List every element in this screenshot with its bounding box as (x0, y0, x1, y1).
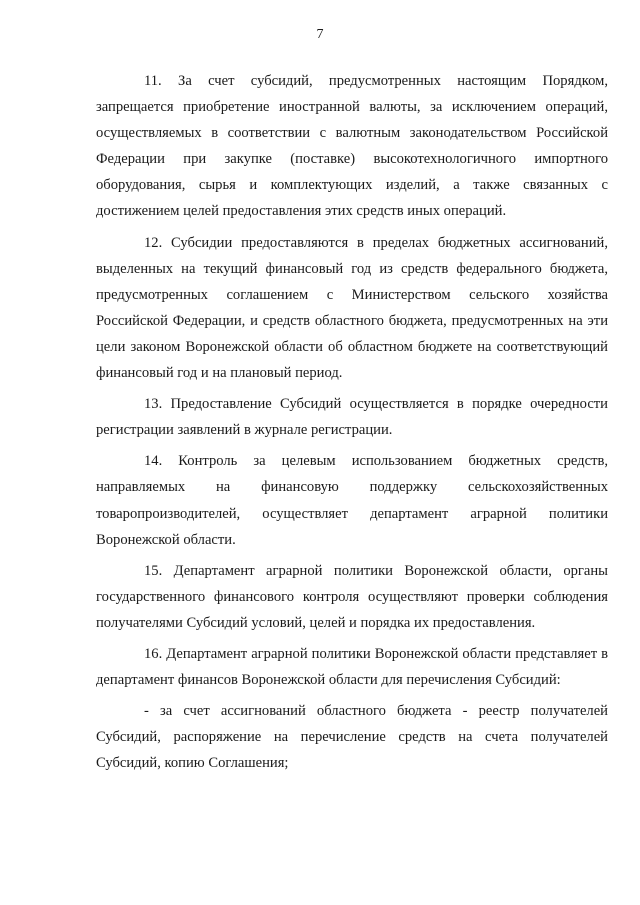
paragraph-16-item: - за счет ассигнований областного бюджета - реестр получателей Субсидий, распоряжение на перечисление средств на счета получателей Субсидий, копию Соглашения; (96, 703, 608, 772)
paragraph-15: 15. Департамент аграрной политики Воронежской области, органы государственного финансового контроля осуществляют проверки соблюдения получателями Субсидий условий, целей и порядка их предоставления. (96, 562, 608, 631)
paragraph-14: 14. Контроль за целевым использованием бюджетных средств, направляемых на финансовую поддержку сельскохозяйственных товаропроизводителей, осуществляет департамент аграрной политики Воронежской области. (96, 453, 608, 548)
paragraph-11: 11. За счет субсидий, предусмотренных настоящим Порядком, запрещается приобретение иностранной валюты, за исключением операций, осуществляемых в соответствии с валютным законодательством Российской Федерации при закупке (поставке) высокотехнологичного импортного оборудования, сырья и комплектующих изделий, а также связанных с достижением целей предоставления этих средств иных операций. (96, 73, 608, 220)
paragraph-13: 13. Предоставление Субсидий осуществляется в порядке очередности регистрации заявлений в журнале регистрации. (96, 396, 608, 439)
document-body (96, 68, 608, 781)
page-number: 7 (316, 27, 324, 42)
paragraph-12: 12. Субсидии предоставляются в пределах бюджетных ассигнований, выделенных на текущий финансовый год из средств федерального бюджета, предусмотренных соглашением с Министерством сельского хозяйства Российской Федерации, и средств областного бюджета, предусмотренных на эти цели законом Воронежской области об областном бюджете на соответствующий финансовый год и на плановый период. (96, 234, 608, 382)
paragraph-16: 16. Департамент аграрной политики Воронежской области представляет в департамент финансов Воронежской области для перечисления Субсидий: (96, 645, 608, 689)
